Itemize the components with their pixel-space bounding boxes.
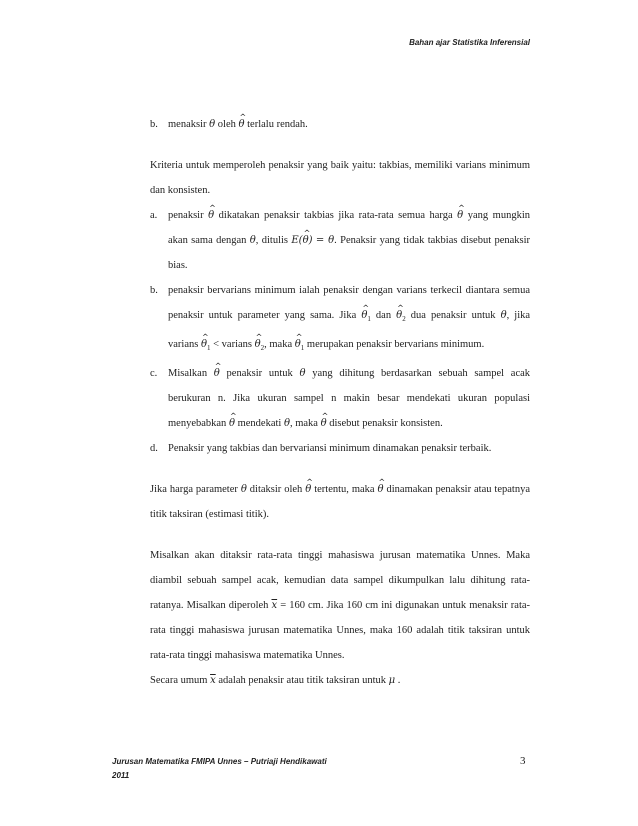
item-b-continued	[150, 112, 530, 137]
criterion-b: b. penaksir bervarians minimum ialah penaksir dengan varians terkecil diantara semua penaksir untuk parameter yang sama. Jika ^ $\theta_1$ dan ^ $\theta_2$ dua penaksir untuk θ, jika varians ^ $\theta_1$ < varians ^ $\theta_2$, maka ^ $\theta_1$ merupakan penaksir bervarians minimum.	[150, 278, 530, 361]
running-header: Bahan ajar Statistika Inferensial	[409, 38, 530, 47]
criterion-d: d. Penaksir yang takbias dan bervariansi minimum dinamakan penaksir terbaik.	[150, 443, 492, 455]
page-content	[150, 112, 530, 693]
criterion-c: c. Misalkan ^ θ penaksir untuk θ yang dihitung berdasarkan sebuah sampel acak berukuran n. Jika ukuran sampel n makin besar mendekati ukuran populasi menyebabkan ^ θ mendekati θ, maka ^ θ disebut penaksir konsisten.	[150, 361, 530, 436]
criterion-a: a. penaksir ^ θ dikatakan penaksir takbias jika rata-rata semua harga ^ θ yang mungkin akan sama dengan θ, ditulis E(^ θ) = θ. Penaksir yang tidak takbias disebut penaksir bias.	[150, 203, 530, 278]
criteria-intro: Kriteria untuk memperoleh penaksir yang baik yaitu: takbias, memiliki varians minimum dan konsisten.	[150, 160, 530, 196]
para-estimate: Jika harga parameter θ ditaksir oleh ^ θ tertentu, maka ^ θ dinamakan penaksir atau tepatnya titik taksiran (estimasi titik).	[150, 477, 530, 527]
para-example: Misalkan akan ditaksir rata-rata tinggi mahasiswa jurusan matematika Unnes. Maka diambil sebuah sampel acak, kemudian data sampel dikumpulkan lalu dihitung rata-ratanya. Misalkan diperoleh $\overline{x} = 160$ cm. Jika 160 cm ini digunakan untuk menaksir rata-rata tinggi mahasiswa jurusan matematika Unnes, maka 160 adalah titik taksiran untuk rata-rata tinggi mahasiswa matematika Unnes.	[150, 550, 531, 662]
item-label: b.	[150, 119, 158, 130]
footer-institution: Jurusan Matematika FMIPA Unnes – Putriaji Hendikawati 2011	[112, 757, 327, 780]
item-text: menaksir θ oleh ^ θ terlalu rendah.	[168, 112, 530, 137]
page-number: 3	[520, 755, 526, 767]
para-general: Secara umum $\overline{x}$ adalah penaksir atau titik taksiran untuk μ .	[150, 675, 401, 687]
